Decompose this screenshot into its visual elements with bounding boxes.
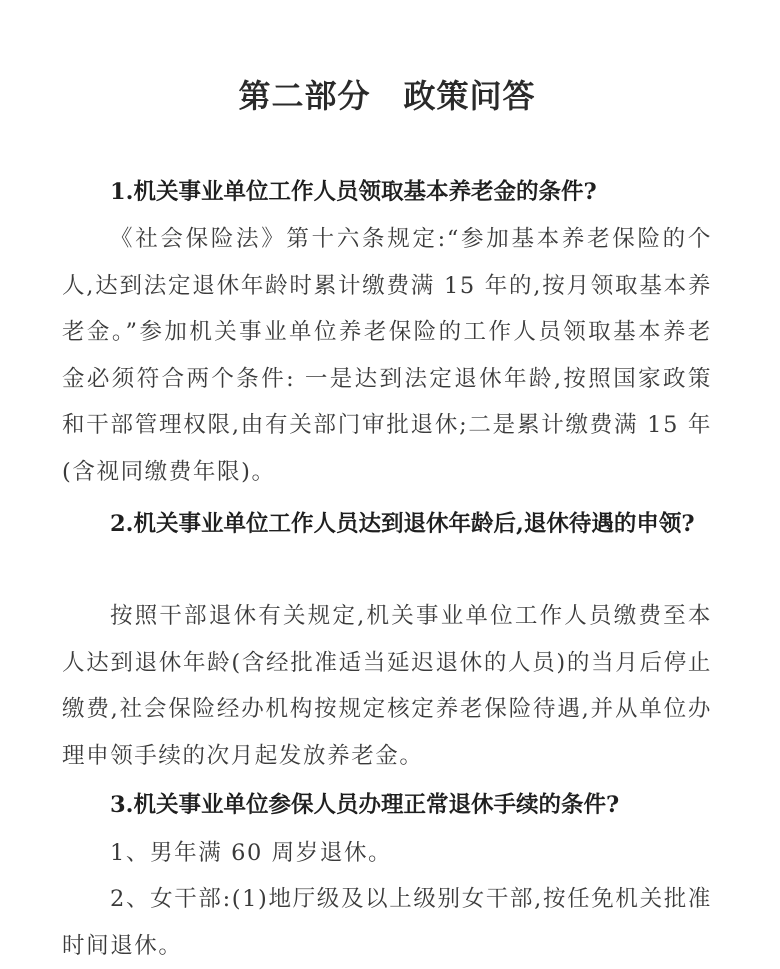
answer-3-item-2: 2、女干部:(1)地厅级及以上级别女干部,按任免机关批准时间退休。 [62,886,712,959]
answer-3-item-1: 1、男年满 60 周岁退休。 [110,840,393,866]
answer-1-paragraph: 《社会保险法》第十六条规定:“参加基本养老保险的个人,达到法定退休年龄时累计缴费满 15 年的,按月领取基本养老金。”参加机关事业单位养老保险的工作人员领取基本养老金必须符合两个条件: 一是达到法定退休年龄,按照国家政策和干部管理权限,由有关部门审批退休;二是累计缴费满 15 年(含视同缴费年限)。 [62,226,712,485]
question-2: 2.机关事业单位工作人员达到退休年龄后,退休待遇的申领? [110,511,695,537]
page-title: 第二部分 政策问答 [238,77,536,115]
question-3: 3.机关事业单位参保人员办理正常退休手续的条件? [110,792,620,818]
answer-2-paragraph: 按照干部退休有关规定,机关事业单位工作人员缴费至本人达到退休年龄(含经批准适当延迟退休的人员)的当月后停止缴费,社会保险经办机构按规定核定养老保险待遇,并从单位办理申领手续的次月起发放养老金。 [62,603,712,769]
question-1: 1.机关事业单位工作人员领取基本养老金的条件? [110,179,597,205]
